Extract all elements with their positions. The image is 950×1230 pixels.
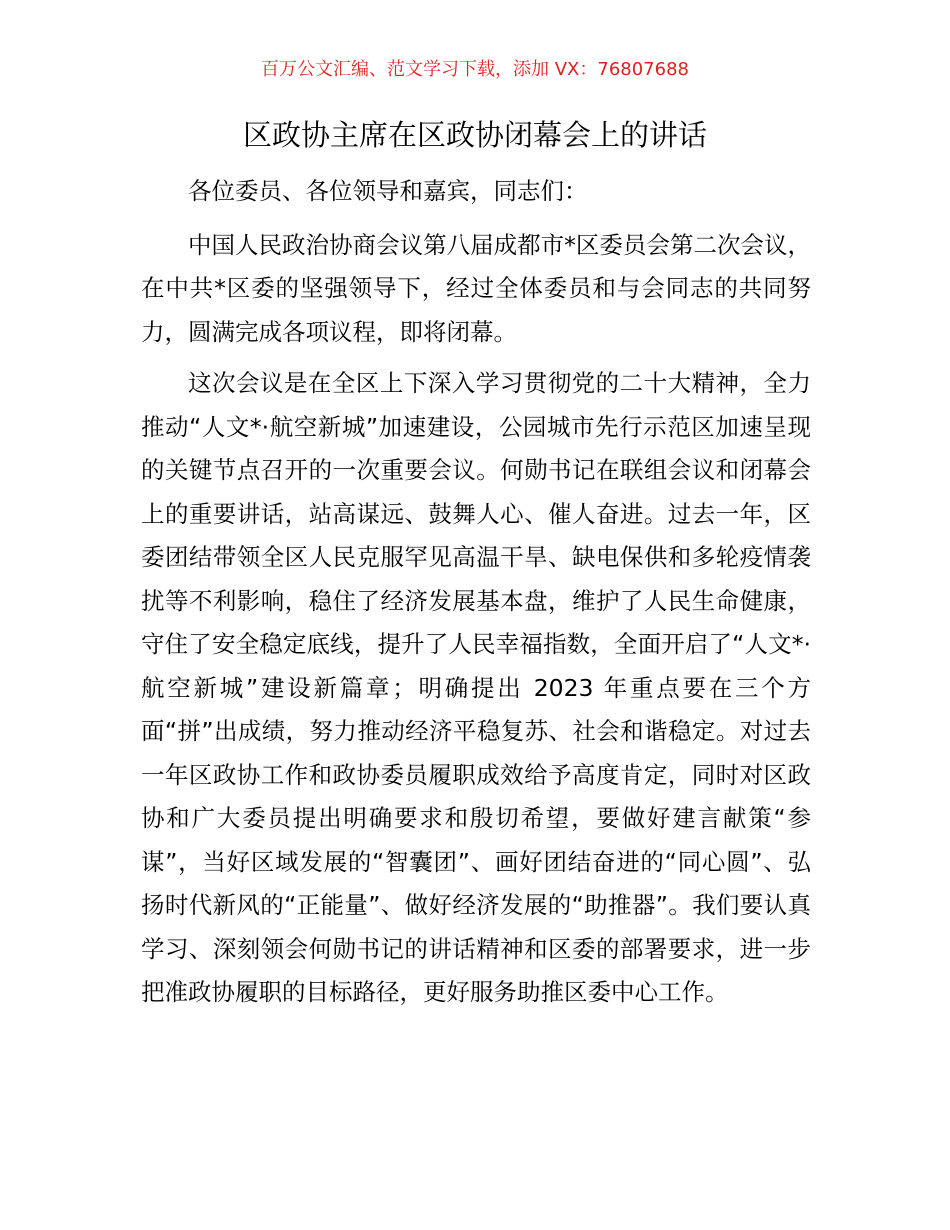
document-body	[141, 170, 811, 1023]
promo-banner: 百万公文汇编、范文学习下载，添加 VX：76807688	[261, 59, 689, 80]
body-paragraph-2: 这次会议是在全区上下深入学习贯彻党的二十大精神，全力推动“人文*·航空新城”加速建设，公园城市先行示范区加速呈现的关键节点召开的一次重要会议。何勋书记在联组会议和闭幕会上的重要讲话，站高谋远、鼓舞人心、催人奋进。过去一年，区委团结带领全区人民克服罕见高温干旱、缺电保供和多轮疫情袭扰等不利影响，稳住了经济发展基本盘，维护了人民生命健康，守住了安全稳定底线，提升了人民幸福指数，全面开启了“人文*·航空新城”建设新篇章；明确提出 2023 年重点要在三个方面“拼”出成绩，努力推动经济平稳复苏、社会和谐稳定。对过去一年区政协工作和政协委员履职成效给予高度肯定，同时对区政协和广大委员提出明确要求和殷切希望，要做好建言献策“参谋”，当好区域发展的“智囊团”、画好团结奋进的“同心圆”、弘扬时代新风的“正能量”、做好经济发展的“助推器”。我们要认真学习、深刻领会何勋书记的讲话精神和区委的部署要求，进一步把准政协履职的目标路径，更好服务助推区委中心工作。	[141, 369, 811, 1006]
body-paragraph-1: 中国人民政治协商会议第八届成都市*区委员会第二次会议，在中共*区委的坚强领导下，经过全体委员和与会同志的共同努力，圆满完成各项议程，即将闭幕。	[141, 230, 811, 346]
document-title: 区政协主席在区政协闭幕会上的讲话	[242, 118, 707, 152]
greeting-paragraph: 各位委员、各位领导和嘉宾，同志们：	[188, 177, 588, 205]
